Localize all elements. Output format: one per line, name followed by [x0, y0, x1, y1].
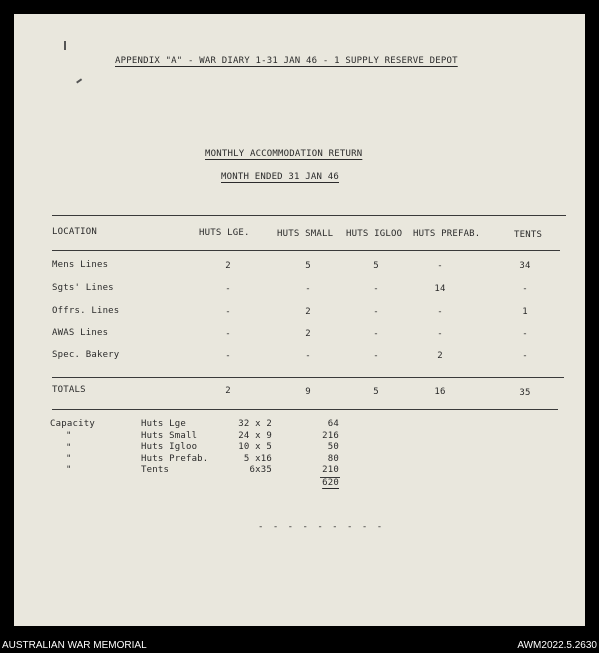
- capacity-item-calc: 32 x 2: [238, 419, 272, 429]
- table-cell: 2: [305, 307, 311, 317]
- document-title: MONTHLY ACCOMMODATION RETURN: [205, 149, 363, 159]
- table-cell: -: [305, 284, 311, 294]
- table-cell: -: [437, 329, 443, 339]
- table-top-rule: [52, 215, 566, 216]
- column-header-huts-small: HUTS SMALL: [277, 229, 334, 239]
- column-header-tents: TENTS: [514, 230, 543, 240]
- ditto-mark: ": [66, 454, 72, 464]
- table-cell: 2: [225, 261, 231, 271]
- row-location: Spec. Bakery: [52, 350, 120, 360]
- capacity-item-value: 210: [322, 465, 339, 475]
- totals-cell: 2: [225, 386, 231, 396]
- capacity-item-name: Huts Prefab.: [141, 453, 209, 464]
- totals-bottom-rule: [52, 409, 558, 410]
- table-cell: -: [522, 329, 528, 339]
- row-location: Offrs. Lines: [52, 306, 120, 316]
- footer-accession-number: AWM2022.5.2630: [517, 640, 597, 651]
- table-cell: 1: [522, 307, 528, 317]
- capacity-item-value: 216: [322, 430, 339, 441]
- document-subtitle: MONTH ENDED 31 JAN 46: [221, 172, 339, 182]
- totals-cell: 9: [305, 387, 311, 397]
- table-cell: 2: [305, 329, 311, 339]
- totals-cell: 5: [373, 387, 379, 397]
- table-cell: -: [373, 284, 379, 294]
- table-cell: -: [522, 351, 528, 361]
- table-cell: -: [225, 351, 231, 361]
- capacity-item-calc: 5 x16: [243, 453, 272, 464]
- column-header-huts-prefab: HUTS PREFAB.: [413, 229, 481, 239]
- capacity-item-calc: 10 x 5: [238, 442, 272, 452]
- capacity-item-name: Tents: [141, 465, 170, 475]
- table-cell: -: [373, 307, 379, 317]
- ditto-mark: ": [66, 431, 72, 441]
- capacity-item-value: 64: [327, 419, 339, 429]
- document-page: [14, 14, 585, 626]
- pencil-mark: [64, 41, 66, 50]
- table-cell: 2: [437, 351, 443, 361]
- capacity-label: Capacity: [50, 419, 95, 429]
- totals-cell: 35: [519, 388, 531, 398]
- table-cell: -: [437, 261, 443, 271]
- column-header-location: LOCATION: [52, 227, 97, 237]
- capacity-item-name: Huts Small: [141, 430, 198, 441]
- row-location: Sgts' Lines: [52, 283, 114, 293]
- table-cell: -: [437, 307, 443, 317]
- row-location: Mens Lines: [52, 260, 109, 270]
- row-location: AWAS Lines: [52, 328, 109, 338]
- table-cell: 34: [519, 261, 531, 271]
- column-header-huts-igloo: HUTS IGLOO: [346, 229, 403, 239]
- capacity-item-value: 50: [327, 442, 339, 452]
- table-cell: -: [305, 351, 311, 361]
- header-bottom-rule: [52, 250, 560, 251]
- document-header: APPENDIX "A" - WAR DIARY 1-31 JAN 46 - 1 SUPPLY RESERVE DEPOT: [115, 56, 458, 66]
- table-cell: -: [225, 329, 231, 339]
- table-cell: 5: [373, 261, 379, 271]
- table-cell: -: [225, 307, 231, 317]
- ditto-mark: ": [66, 443, 72, 453]
- table-cell: -: [225, 284, 231, 294]
- footer-credit: AUSTRALIAN WAR MEMORIAL: [2, 640, 147, 651]
- table-cell: -: [373, 329, 379, 339]
- capacity-item-name: Huts Igloo: [141, 442, 198, 452]
- capacity-total: 620: [322, 478, 339, 488]
- end-of-document-marks: - - - - - - - - -: [258, 522, 385, 532]
- capacity-item-calc: 6x35: [249, 465, 272, 475]
- totals-top-rule: [52, 377, 564, 378]
- capacity-item-value: 80: [327, 453, 339, 464]
- table-cell: 5: [305, 261, 311, 271]
- totals-cell: 16: [434, 387, 446, 397]
- table-cell: -: [373, 351, 379, 361]
- column-header-huts-lge: HUTS LGE.: [199, 228, 250, 238]
- table-cell: -: [522, 284, 528, 294]
- ditto-mark: ": [66, 465, 72, 475]
- capacity-item-name: Huts Lge: [141, 419, 186, 429]
- table-cell: 14: [434, 284, 446, 294]
- totals-label: TOTALS: [52, 385, 86, 395]
- capacity-item-calc: 24 x 9: [238, 430, 272, 441]
